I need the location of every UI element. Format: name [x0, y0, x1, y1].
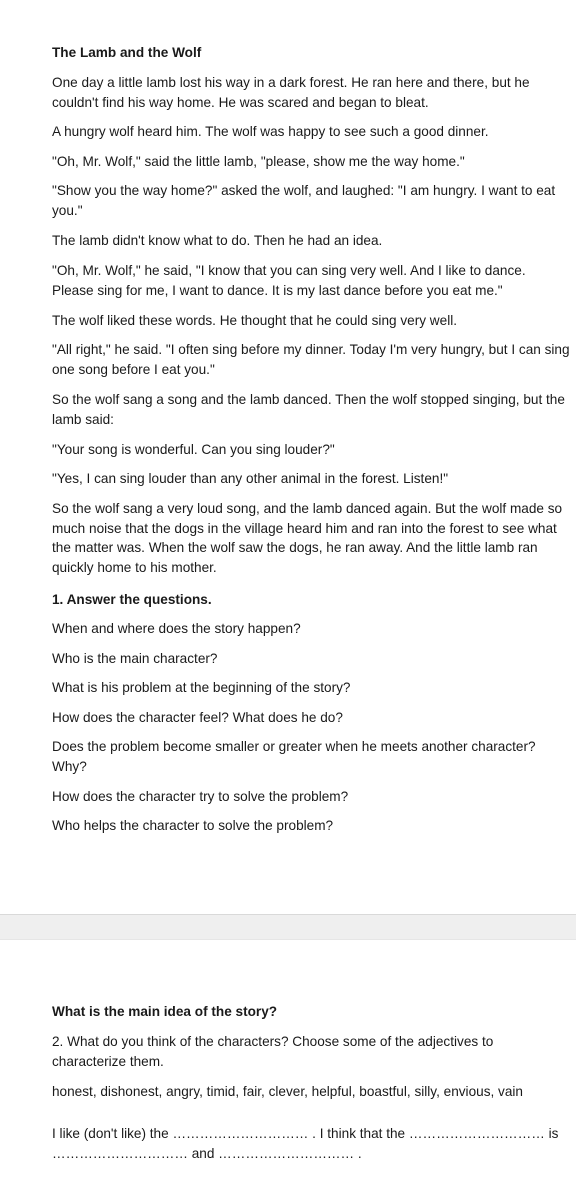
page-separator	[0, 914, 576, 940]
story-paragraph-6: "Oh, Mr. Wolf," he said, "I know that you can sing very well. And I like to dance. Please sing for me, I want to dance. It is my last dance before you eat me."	[52, 263, 526, 298]
adjective-list: honest, dishonest, angry, timid, fair, clever, helpful, boastful, silly, envious, vain	[52, 1084, 523, 1099]
story-paragraph-10: "Your song is wonderful. Can you sing louder?"	[52, 442, 335, 457]
worksheet-page-2	[0, 940, 576, 1179]
story-title: The Lamb and the Wolf	[52, 45, 202, 60]
fill-in-line-2: ………………………… and ………………………… .	[52, 1146, 362, 1161]
story-paragraph-4: "Show you the way home?" asked the wolf, and laughed: "I am hungry. I want to eat you."	[52, 183, 556, 218]
exercise-1-heading: 1. Answer the questions.	[52, 592, 212, 607]
story-paragraph-8: "All right," he said. "I often sing before my dinner. Today I'm very hungry, but I can sing one song before I eat you."	[52, 342, 570, 377]
exercise-2-prompt: 2. What do you think of the characters? Choose some of the adjectives to characterize them.	[52, 1034, 494, 1069]
story-paragraph-2: A hungry wolf heard him. The wolf was happy to see such a good dinner.	[52, 124, 489, 139]
fill-in-line-1: I like (don't like) the ………………………… . I think that the ………………………… is	[52, 1126, 559, 1141]
question-1: When and where does the story happen?	[52, 621, 301, 636]
main-idea-question: What is the main idea of the story?	[52, 1004, 278, 1019]
question-2: Who is the main character?	[52, 651, 218, 666]
story-paragraph-12: So the wolf sang a very loud song, and the lamb danced again. But the wolf made so much noise that the dogs in the village heard him and ran into the forest to see what the matter was. When the wolf saw the dogs, he ran away. And the little lamb ran quickly home to his mother.	[52, 501, 563, 575]
story-paragraph-7: The wolf liked these words. He thought that he could sing very well.	[52, 313, 458, 328]
question-6: How does the character try to solve the problem?	[52, 789, 349, 804]
question-7: Who helps the character to solve the problem?	[52, 818, 334, 833]
story-paragraph-9: So the wolf sang a song and the lamb danced. Then the wolf stopped singing, but the lamb said:	[52, 392, 565, 427]
story-paragraph-3: "Oh, Mr. Wolf," said the little lamb, "please, show me the way home."	[52, 154, 465, 169]
story-paragraph-1: One day a little lamb lost his way in a dark forest. He ran here and there, but he couldn't find his way home. He was scared and began to bleat.	[52, 75, 530, 110]
question-4: How does the character feel? What does he do?	[52, 710, 343, 725]
story-paragraph-11: "Yes, I can sing louder than any other animal in the forest. Listen!"	[52, 471, 449, 486]
story-paragraph-5: The lamb didn't know what to do. Then he had an idea.	[52, 233, 383, 248]
question-3: What is his problem at the beginning of the story?	[52, 680, 351, 695]
question-5: Does the problem become smaller or greater when he meets another character? Why?	[52, 739, 536, 774]
